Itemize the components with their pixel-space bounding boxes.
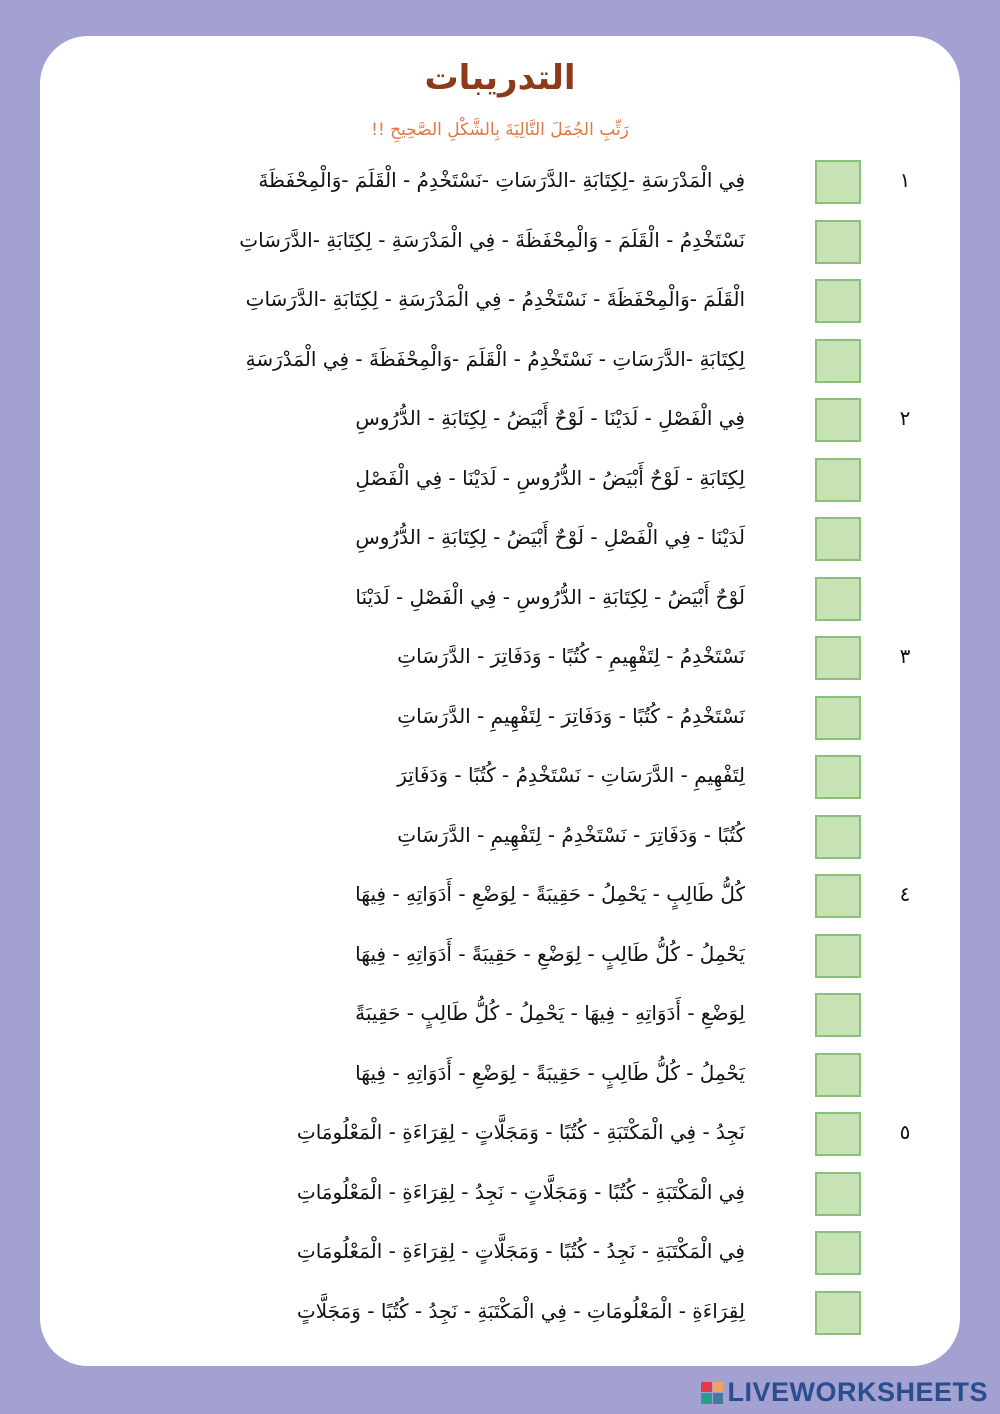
answer-box[interactable] <box>815 220 861 264</box>
instruction-text: رَتِّبِ الجُمَلَ التَّالِيَةَ بِالشَّكْلِ الصَّحِيحِ !! <box>371 120 629 140</box>
answer-box[interactable] <box>815 934 861 978</box>
answer-box[interactable] <box>815 339 861 383</box>
answer-box[interactable] <box>815 1053 861 1097</box>
sentence-option: كُلُّ طَالِبٍ - يَحْمِلُ - حَقِيبَةً - لِوَضْعِ - أَدَوَاتِهِ - فِيهَا <box>355 882 745 906</box>
sentence-option: لَدَيْنَا - فِي الْفَصْلِ - لَوْحٌ أَبْيَضُ - لِكِتَابَةِ - الدُّرُوسِ <box>355 525 745 549</box>
answer-box[interactable] <box>815 517 861 561</box>
sentence-option: يَحْمِلُ - كُلُّ طَالِبٍ - لِوَضْعِ - حَقِيبَةً - أَدَوَاتِهِ - فِيهَا <box>355 941 745 966</box>
sentence-option: يَحْمِلُ - كُلُّ طَالِبٍ - حَقِيبَةً - لِوَضْعِ - أَدَوَاتِهِ - فِيهَا <box>355 1060 745 1085</box>
answer-box[interactable] <box>815 755 861 799</box>
answer-box[interactable] <box>815 577 861 621</box>
answer-box[interactable] <box>815 636 861 680</box>
sentence-option: فِي الْفَصْلِ - لَدَيْنَا - لَوْحٌ أَبْيَضُ - لِكِتَابَةِ - الدُّرُوسِ <box>355 406 745 430</box>
sentence-option: الْقَلَمَ -وَالْمِحْفَظَةَ - نَسْتَخْدِمُ - فِي الْمَدْرَسَةِ - لِكِتَابَةِ -الدَّرَسَاتِ <box>245 287 745 311</box>
sentence-option: نَجِدُ - فِي الْمَكْتَبَةِ - كُتُبًا - وَمَجَلَّاتٍ - لِقِرَاءَةِ - الْمَعْلُومَاتِ <box>296 1120 745 1144</box>
sentence-option: لِكِتَابَةِ - لَوْحٌ أَبْيَضُ - الدُّرُوسِ - لَدَيْنَا - فِي الْفَصْلِ <box>355 465 745 490</box>
group-number: ٣ <box>899 644 911 668</box>
sentence-option: نَسْتَخْدِمُ - الْقَلَمَ - وَالْمِحْفَظَةَ - فِي الْمَدْرَسَةِ - لِكِتَابَةِ -الدَّرَسَاتِ <box>239 227 745 252</box>
group-number: ٤ <box>899 882 911 906</box>
sentence-option: لَوْحٌ أَبْيَضُ - لِكِتَابَةِ - الدُّرُوسِ - فِي الْفَصْلِ - لَدَيْنَا <box>355 584 745 609</box>
footer-brand <box>701 1377 988 1408</box>
answer-box[interactable] <box>815 1112 861 1156</box>
answer-box[interactable] <box>815 1291 861 1335</box>
answer-box[interactable] <box>815 160 861 204</box>
sentence-option: لِقِرَاءَةِ - الْمَعْلُومَاتِ - فِي الْمَكْتَبَةِ - نَجِدُ - كُتُبًا - وَمَجَلَّاتٍ <box>296 1298 745 1323</box>
group-number: ٢ <box>899 406 911 430</box>
sentence-option: نَسْتَخْدِمُ - كُتُبًا - وَدَفَاتِرَ - لِتَفْهِيمِ - الدَّرَسَاتِ <box>397 703 745 728</box>
sentence-option: كُتُبًا - وَدَفَاتِرَ - نَسْتَخْدِمُ - لِتَفْهِيمِ - الدَّرَسَاتِ <box>397 822 745 847</box>
answer-box[interactable] <box>815 1231 861 1275</box>
answer-box[interactable] <box>815 458 861 502</box>
sentence-option: نَسْتَخْدِمُ - لِتَفْهِيمِ - كُتُبًا - وَدَفَاتِرَ - الدَّرَسَاتِ <box>397 644 745 668</box>
sentence-option: فِي الْمَكْتَبَةِ - كُتُبًا - وَمَجَلَّاتٍ - نَجِدُ - لِقِرَاءَةِ - الْمَعْلُومَاتِ <box>296 1179 745 1204</box>
worksheet-card <box>40 36 960 1366</box>
answer-box[interactable] <box>815 398 861 442</box>
brand-name: LIVEWORKSHEETS <box>727 1377 988 1407</box>
answer-box[interactable] <box>815 1172 861 1216</box>
sentence-option: فِي الْمَكْتَبَةِ - نَجِدُ - كُتُبًا - وَمَجَلَّاتٍ - لِقِرَاءَةِ - الْمَعْلُومَاتِ <box>296 1239 745 1263</box>
answer-box[interactable] <box>815 279 861 323</box>
sentence-option: لِكِتَابَةِ -الدَّرَسَاتِ - نَسْتَخْدِمُ - الْقَلَمَ -وَالْمِحْفَظَةَ - فِي الْمَدْرَسَةِ <box>245 346 745 371</box>
sentence-option: فِي الْمَدْرَسَةِ -لِكِتَابَةِ -الدَّرَسَاتِ -نَسْتَخْدِمُ - الْقَلَمَ -وَالْمِحْفَظَةَ <box>258 168 745 192</box>
answer-box[interactable] <box>815 874 861 918</box>
sentence-option: لِتَفْهِيمِ - الدَّرَسَاتِ - نَسْتَخْدِمُ - كُتُبًا - وَدَفَاتِرَ <box>397 763 745 787</box>
answer-box[interactable] <box>815 696 861 740</box>
answer-box[interactable] <box>815 815 861 859</box>
liveworksheets-logo-icon <box>701 1382 723 1404</box>
answer-box[interactable] <box>815 993 861 1037</box>
page-title: التدريبات <box>424 58 576 98</box>
group-number: ١ <box>899 168 911 192</box>
sentence-option: لِوَضْعِ - أَدَوَاتِهِ - فِيهَا - يَحْمِلُ - كُلُّ طَالِبٍ - حَقِيبَةً <box>355 1001 745 1025</box>
group-number: ٥ <box>899 1120 911 1144</box>
